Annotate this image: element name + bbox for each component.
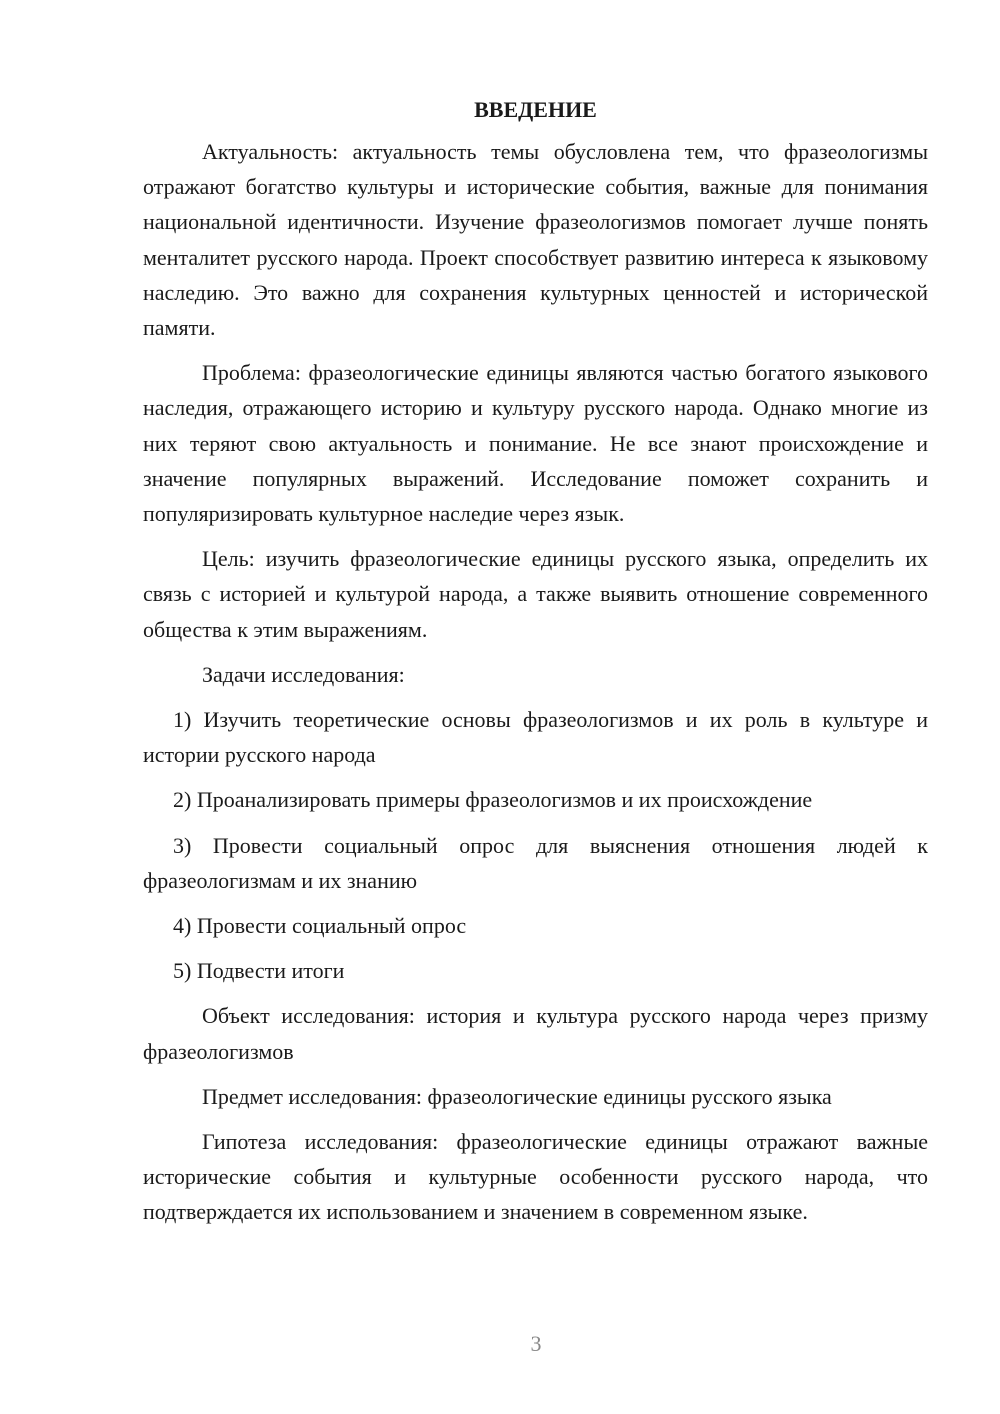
- task-item-2: 2) Проанализировать примеры фразеологизмов и их происхождение: [173, 787, 813, 813]
- tasks-heading: Задачи исследования:: [202, 661, 405, 687]
- relevance-paragraph: Актуальность: актуальность темы обусловлена тем, что фразеологизмы отражают богатство культуры и исторические события, важные для понимания национальной идентичности. Изучение фразеологизмов помогает лучше понять менталитет русского народа. Проект способствует развитию интереса к языковому наследию. Это важно для сохранения культурных ценностей и исторической памяти.: [143, 139, 928, 341]
- task-item-3: 3) Провести социальный опрос для выяснения отношения людей к фразеологизмам и их знанию: [143, 832, 928, 893]
- task-item-1: 1) Изучить теоретические основы фразеологизмов и их роль в культуре и истории русского народа: [143, 707, 928, 768]
- research-object-paragraph: Объект исследования: история и культура русского народа через призму фразеологизмов: [143, 1003, 928, 1064]
- goal-paragraph: Цель: изучить фразеологические единицы русского языка, определить их связь с историей и культурой народа, а также выявить отношение современного общества к этим выражениям.: [143, 546, 928, 642]
- research-subject-paragraph: Предмет исследования: фразеологические единицы русского языка: [202, 1083, 832, 1109]
- page-number: 3: [530, 1331, 542, 1356]
- hypothesis-paragraph: Гипотеза исследования: фразеологические единицы отражают важные исторические события и культурные особенности русского народа, что подтверждается их использованием и значением в современном языке.: [143, 1129, 928, 1225]
- page-content: [143, 92, 928, 1240]
- task-item-4: 4) Провести социальный опрос: [173, 913, 467, 939]
- task-item-5: 5) Подвести итоги: [173, 958, 345, 984]
- section-title: ВВЕДЕНИЕ: [474, 97, 597, 122]
- problem-paragraph: Проблема: фразеологические единицы являются частью богатого языкового наследия, отражающего историю и культуру русского народа. Однако многие из них теряют свою актуальность и понимание. Не все знают происхождение и значение популярных выражений. Исследование поможет сохранить и популяризировать культурное наследие через язык.: [143, 360, 928, 527]
